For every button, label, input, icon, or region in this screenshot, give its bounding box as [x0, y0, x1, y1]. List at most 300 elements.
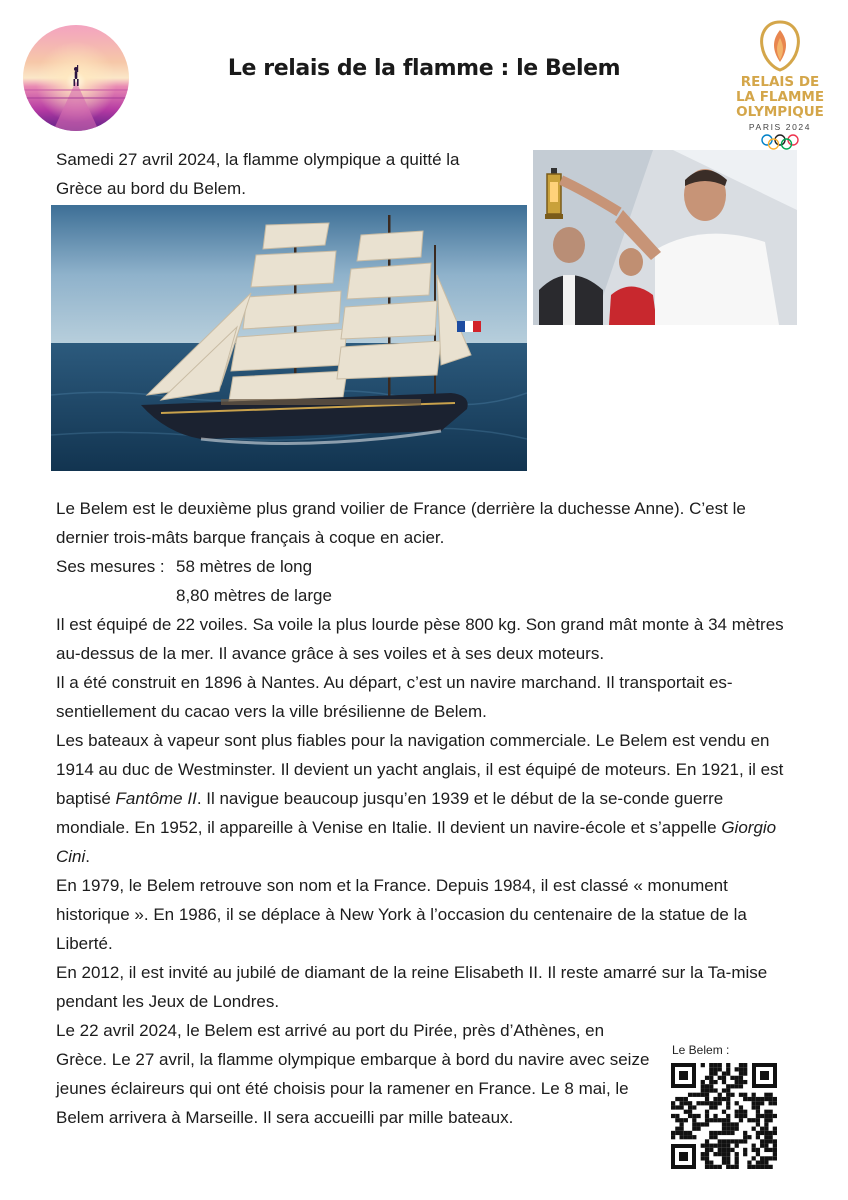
qr-module: [684, 1131, 688, 1135]
qr-module: [718, 1093, 722, 1097]
qr-module: [739, 1080, 743, 1084]
qr-module: [752, 1118, 756, 1122]
qr-module: [709, 1076, 713, 1080]
measures-label: Ses mesures :: [56, 557, 165, 576]
qr-module: [730, 1148, 734, 1152]
qr-module: [730, 1127, 734, 1131]
qr-module: [773, 1127, 777, 1131]
qr-module: [722, 1148, 726, 1152]
qr-module: [684, 1101, 688, 1105]
qr-module: [713, 1063, 717, 1067]
qr-module: [773, 1152, 777, 1156]
qr-module: [722, 1139, 726, 1143]
qr-module: [692, 1114, 696, 1118]
qr-module: [722, 1131, 726, 1135]
measure-length: 58 mètres de long: [176, 557, 313, 576]
qr-module: [705, 1165, 709, 1169]
qr-module: [679, 1105, 683, 1109]
page-title: Le relais de la flamme : le Belem: [227, 56, 621, 81]
paragraph-7: Le 22 avril 2024, le Belem est arrivé au port du Pirée, près d’Athènes, en Grèce. Le 27 avril, la flamme olympique embarque à bord du navire avec seize jeunes éclaireurs qui ont été choisis pour la ramener en France. Le 8 mai, le Belem arrivera à Marseille. Il sera accueilli par mille bateaux.: [56, 1021, 650, 1127]
qr-module: [718, 1101, 722, 1105]
qr-module: [743, 1131, 747, 1135]
qr-module: [735, 1139, 739, 1143]
qr-module: [675, 1118, 679, 1122]
qr-module: [726, 1127, 730, 1131]
qr-module: [675, 1105, 679, 1109]
qr-module: [743, 1097, 747, 1101]
qr-module: [675, 1114, 679, 1118]
qr-module: [760, 1101, 764, 1105]
qr-module: [688, 1135, 692, 1139]
qr-code[interactable]: [671, 1063, 777, 1169]
qr-module: [764, 1114, 768, 1118]
qr-module: [773, 1131, 777, 1135]
qr-module: [709, 1131, 713, 1135]
measures-block: [56, 552, 796, 610]
qr-module: [701, 1101, 705, 1105]
qr-module: [709, 1080, 713, 1084]
qr-module: [739, 1071, 743, 1075]
qr-module: [709, 1084, 713, 1088]
qr-module: [701, 1084, 705, 1088]
qr-module: [769, 1114, 773, 1118]
qr-module: [769, 1131, 773, 1135]
qr-module: [747, 1097, 751, 1101]
qr-module: [760, 1165, 764, 1169]
belem-ship-photo: [51, 205, 527, 471]
qr-module: [769, 1135, 773, 1139]
qr-module: [739, 1076, 743, 1080]
qr-module: [722, 1161, 726, 1165]
qr-module: [752, 1097, 756, 1101]
qr-module: [701, 1152, 705, 1156]
qr-module: [726, 1148, 730, 1152]
qr-module: [730, 1165, 734, 1169]
qr-module: [739, 1118, 743, 1122]
qr-module: [679, 1097, 683, 1101]
qr-module: [718, 1152, 722, 1156]
qr-module: [752, 1144, 756, 1148]
qr-module: [735, 1165, 739, 1169]
qr-module: [730, 1139, 734, 1143]
qr-module: [679, 1101, 683, 1105]
qr-module: [688, 1131, 692, 1135]
qr-module: [705, 1156, 709, 1160]
qr-module: [760, 1127, 764, 1131]
qr-module: [722, 1076, 726, 1080]
qr-module: [764, 1127, 768, 1131]
qr-module: [752, 1127, 756, 1131]
qr-module: [696, 1114, 700, 1118]
qr-module: [718, 1097, 722, 1101]
qr-module: [752, 1101, 756, 1105]
qr-module: [671, 1101, 675, 1105]
qr-module: [705, 1144, 709, 1148]
qr-module: [705, 1088, 709, 1092]
qr-module: [743, 1110, 747, 1114]
qr-module: [709, 1101, 713, 1105]
qr-module: [769, 1165, 773, 1169]
relay-logo-paris: PARIS 2024: [748, 122, 812, 132]
qr-module: [713, 1135, 717, 1139]
qr-module: [756, 1097, 760, 1101]
qr-module: [705, 1084, 709, 1088]
qr-module: [705, 1093, 709, 1097]
qr-module: [675, 1097, 679, 1101]
qr-module: [726, 1105, 730, 1109]
qr-module: [705, 1076, 709, 1080]
qr-module: [756, 1152, 760, 1156]
qr-module: [722, 1122, 726, 1126]
qr-module: [705, 1110, 709, 1114]
qr-module: [705, 1114, 709, 1118]
qr-module: [743, 1114, 747, 1118]
flame-lantern-photo: [533, 150, 797, 325]
qr-module: [739, 1110, 743, 1114]
qr-module: [743, 1067, 747, 1071]
qr-module: [696, 1093, 700, 1097]
qr-module: [722, 1110, 726, 1114]
qr-module: [726, 1071, 730, 1075]
qr-module: [718, 1067, 722, 1071]
qr-module: [688, 1093, 692, 1097]
qr-module: [679, 1122, 683, 1126]
qr-module: [735, 1110, 739, 1114]
paragraph-4-part-1: Les bateaux à vapeur sont plus fiables pour la navigation commerciale. Le Belem est vendu en 1914 au duc de Westminster. Il devient un yacht anglais, il est équipé de moteurs. En 1921, il est baptisé: [56, 731, 784, 808]
qr-module: [735, 1127, 739, 1131]
qr-module: [726, 1097, 730, 1101]
qr-module: [743, 1139, 747, 1143]
qr-module: [709, 1161, 713, 1165]
qr-module: [688, 1101, 692, 1105]
qr-module: [769, 1097, 773, 1101]
qr-module: [726, 1122, 730, 1126]
qr-module: [726, 1152, 730, 1156]
qr-module: [764, 1118, 768, 1122]
qr-module: [684, 1097, 688, 1101]
qr-module: [752, 1165, 756, 1169]
qr-module: [726, 1139, 730, 1143]
qr-module: [679, 1118, 683, 1122]
qr-module: [747, 1161, 751, 1165]
qr-module: [764, 1144, 768, 1148]
qr-module: [760, 1139, 764, 1143]
qr-module: [730, 1131, 734, 1135]
sunset-logo: [23, 25, 129, 131]
qr-module: [696, 1127, 700, 1131]
qr-module: [735, 1076, 739, 1080]
qr-module: [730, 1084, 734, 1088]
qr-module: [684, 1118, 688, 1122]
qr-module: [722, 1088, 726, 1092]
qr-module: [688, 1105, 692, 1109]
paragraph-5: En 1979, le Belem retrouve son nom et la France. Depuis 1984, il est classé « monument historique ». En 1986, il se déplace à New York à l’occasion du centenaire de la statue de la Liberté.: [56, 876, 747, 953]
qr-module: [705, 1122, 709, 1126]
qr-module: [747, 1118, 751, 1122]
qr-module: [713, 1118, 717, 1122]
intro-line-2: Grèce au bord du Belem.: [56, 179, 246, 198]
relay-logo-line3: OLYMPIQUE: [736, 104, 824, 120]
qr-module: [709, 1063, 713, 1067]
qr-module: [722, 1118, 726, 1122]
qr-module: [713, 1088, 717, 1092]
qr-module: [743, 1148, 747, 1152]
qr-module: [718, 1144, 722, 1148]
qr-module: [756, 1131, 760, 1135]
qr-module: [705, 1139, 709, 1143]
qr-module: [769, 1110, 773, 1114]
qr-module: [756, 1118, 760, 1122]
qr-module: [764, 1097, 768, 1101]
paragraph-2: Il est équipé de 22 voiles. Sa voile la plus lourde pèse 800 kg. Son grand mât monte à 34 mètres au-dessus de la mer. Il avance grâce à ses voiles et à ses deux moteurs.: [56, 615, 784, 663]
qr-module: [735, 1067, 739, 1071]
qr-module: [713, 1165, 717, 1169]
qr-module: [726, 1118, 730, 1122]
olympic-rings-icon: [760, 134, 800, 150]
qr-module: [743, 1093, 747, 1097]
qr-module: [764, 1093, 768, 1097]
qr-module: [709, 1118, 713, 1122]
qr-module: [756, 1114, 760, 1118]
qr-module: [692, 1122, 696, 1126]
qr-module: [705, 1101, 709, 1105]
paragraph-4: [56, 726, 796, 871]
qr-module: [760, 1161, 764, 1165]
qr-module: [764, 1148, 768, 1152]
qr-module: [726, 1131, 730, 1135]
qr-module: [726, 1161, 730, 1165]
qr-module: [718, 1165, 722, 1169]
qr-module: [752, 1093, 756, 1097]
relay-logo-line1: RELAIS DE: [740, 74, 820, 90]
qr-module: [764, 1165, 768, 1169]
paragraph-6: En 2012, il est invité au jubilé de diamant de la reine Elisabeth II. Il reste amarré sur la Ta-mise pendant les Jeux de Londres.: [56, 963, 768, 1011]
qr-module: [764, 1110, 768, 1114]
qr-module: [692, 1127, 696, 1131]
qr-code-image: [671, 1063, 777, 1169]
qr-module: [705, 1097, 709, 1101]
qr-module: [718, 1076, 722, 1080]
qr-module: [713, 1152, 717, 1156]
qr-module: [735, 1114, 739, 1118]
qr-module: [722, 1127, 726, 1131]
qr-module: [713, 1105, 717, 1109]
qr-module: [701, 1093, 705, 1097]
qr-module: [773, 1144, 777, 1148]
qr-module: [764, 1156, 768, 1160]
qr-module: [760, 1131, 764, 1135]
qr-module: [692, 1118, 696, 1122]
qr-module: [696, 1122, 700, 1126]
qr-module: [709, 1105, 713, 1109]
flame-torch-icon: [754, 20, 806, 72]
qr-module: [743, 1063, 747, 1067]
qr-module: [739, 1114, 743, 1118]
intro-line-1: Samedi 27 avril 2024, la flamme olympique a quitté la: [56, 150, 460, 169]
qr-module: [718, 1139, 722, 1143]
qr-module: [764, 1139, 768, 1143]
qr-module: [709, 1071, 713, 1075]
qr-module: [743, 1071, 747, 1075]
qr-module: [713, 1067, 717, 1071]
qr-module: [705, 1161, 709, 1165]
qr-module: [756, 1165, 760, 1169]
qr-module: [769, 1139, 773, 1143]
qr-module: [769, 1118, 773, 1122]
qr-module: [760, 1114, 764, 1118]
qr-module: [701, 1080, 705, 1084]
qr-module: [726, 1084, 730, 1088]
qr-module: [671, 1131, 675, 1135]
qr-module: [739, 1139, 743, 1143]
qr-module: [718, 1118, 722, 1122]
ship-name-fantome: Fantôme II: [115, 789, 197, 808]
qr-module: [722, 1156, 726, 1160]
qr-module: [722, 1071, 726, 1075]
qr-module: [752, 1156, 756, 1160]
paragraph-3: Il a été construit en 1896 à Nantes. Au départ, c’est un navire marchand. Il transportait es-sentiellement du cacao vers la ville brésilienne de Belem.: [56, 673, 733, 721]
qr-module: [671, 1135, 675, 1139]
qr-module: [743, 1135, 747, 1139]
qr-module: [764, 1122, 768, 1126]
qr-module: [764, 1161, 768, 1165]
qr-module: [756, 1110, 760, 1114]
qr-module: [709, 1148, 713, 1152]
qr-module: [773, 1139, 777, 1143]
qr-module: [684, 1135, 688, 1139]
qr-module: [701, 1156, 705, 1160]
qr-module: [752, 1105, 756, 1109]
qr-module: [735, 1152, 739, 1156]
qr-module: [730, 1076, 734, 1080]
qr-module: [773, 1114, 777, 1118]
qr-module: [726, 1063, 730, 1067]
qr-module: [718, 1063, 722, 1067]
qr-module: [696, 1101, 700, 1105]
qr-module: [701, 1122, 705, 1126]
qr-module: [760, 1144, 764, 1148]
qr-module: [735, 1156, 739, 1160]
qr-module: [705, 1152, 709, 1156]
qr-module: [764, 1135, 768, 1139]
qr-module: [760, 1156, 764, 1160]
qr-module: [713, 1144, 717, 1148]
intro-text: [56, 145, 516, 203]
qr-module: [701, 1088, 705, 1092]
qr-module: [730, 1093, 734, 1097]
sunset-runner-image: [23, 25, 129, 131]
qr-module: [739, 1105, 743, 1109]
qr-module: [722, 1152, 726, 1156]
qr-module: [688, 1110, 692, 1114]
qr-module: [705, 1118, 709, 1122]
qr-module: [747, 1135, 751, 1139]
qr-module: [764, 1131, 768, 1135]
qr-module: [739, 1063, 743, 1067]
qr-module: [671, 1105, 675, 1109]
relay-logo-line2: LA FLAMME: [735, 89, 825, 105]
qr-module: [709, 1165, 713, 1169]
qr-module: [713, 1071, 717, 1075]
qr-module: [692, 1093, 696, 1097]
qr-module: [756, 1148, 760, 1152]
qr-module: [756, 1101, 760, 1105]
qr-module: [692, 1135, 696, 1139]
qr-module: [769, 1101, 773, 1105]
measure-width: 8,80 mètres de large: [176, 586, 332, 605]
qr-module: [713, 1101, 717, 1105]
ship-name-giorgio-cini: Giorgio Cini: [56, 818, 777, 866]
qr-module: [726, 1088, 730, 1092]
qr-module: [718, 1131, 722, 1135]
qr-module: [692, 1105, 696, 1109]
qr-module: [675, 1127, 679, 1131]
qr-module: [743, 1152, 747, 1156]
qr-module: [769, 1156, 773, 1160]
qr-module: [671, 1114, 675, 1118]
qr-module: [688, 1114, 692, 1118]
qr-module: [735, 1161, 739, 1165]
qr-label: Le Belem :: [672, 1043, 730, 1057]
qr-module: [756, 1105, 760, 1109]
qr-module: [726, 1144, 730, 1148]
qr-module: [726, 1093, 730, 1097]
qr-module: [752, 1148, 756, 1152]
qr-module: [773, 1097, 777, 1101]
qr-module: [739, 1084, 743, 1088]
qr-module: [679, 1127, 683, 1131]
qr-module: [713, 1097, 717, 1101]
qr-module: [726, 1101, 730, 1105]
qr-module: [773, 1101, 777, 1105]
qr-module: [739, 1067, 743, 1071]
qr-module: [679, 1131, 683, 1135]
qr-module: [726, 1156, 730, 1160]
qr-module: [735, 1144, 739, 1148]
qr-module: [709, 1067, 713, 1071]
qr-module: [756, 1135, 760, 1139]
qr-module: [769, 1093, 773, 1097]
qr-module: [726, 1067, 730, 1071]
qr-module: [739, 1093, 743, 1097]
qr-module: [743, 1080, 747, 1084]
qr-module: [726, 1114, 730, 1118]
qr-module: [705, 1148, 709, 1152]
qr-module: [713, 1114, 717, 1118]
qr-module: [722, 1097, 726, 1101]
qr-module: [760, 1097, 764, 1101]
qr-module: [684, 1110, 688, 1114]
paragraph-1: Le Belem est le deuxième plus grand voilier de France (derrière la duchesse Anne). C’est le dernier trois-mâts barque français à coque en acier.: [56, 499, 746, 547]
qr-module: [769, 1148, 773, 1152]
qr-module: [735, 1080, 739, 1084]
qr-module: [722, 1144, 726, 1148]
qr-module: [709, 1144, 713, 1148]
qr-module: [735, 1101, 739, 1105]
paragraph-4-part-3: .: [85, 847, 91, 866]
qr-module: [756, 1122, 760, 1126]
qr-module: [709, 1088, 713, 1092]
qr-module: [709, 1135, 713, 1139]
qr-module: [756, 1161, 760, 1165]
qr-module: [675, 1131, 679, 1135]
qr-module: [701, 1063, 705, 1067]
qr-module: [773, 1156, 777, 1160]
qr-module: [679, 1135, 683, 1139]
qr-module: [718, 1148, 722, 1152]
qr-module: [735, 1084, 739, 1088]
qr-module: [713, 1080, 717, 1084]
